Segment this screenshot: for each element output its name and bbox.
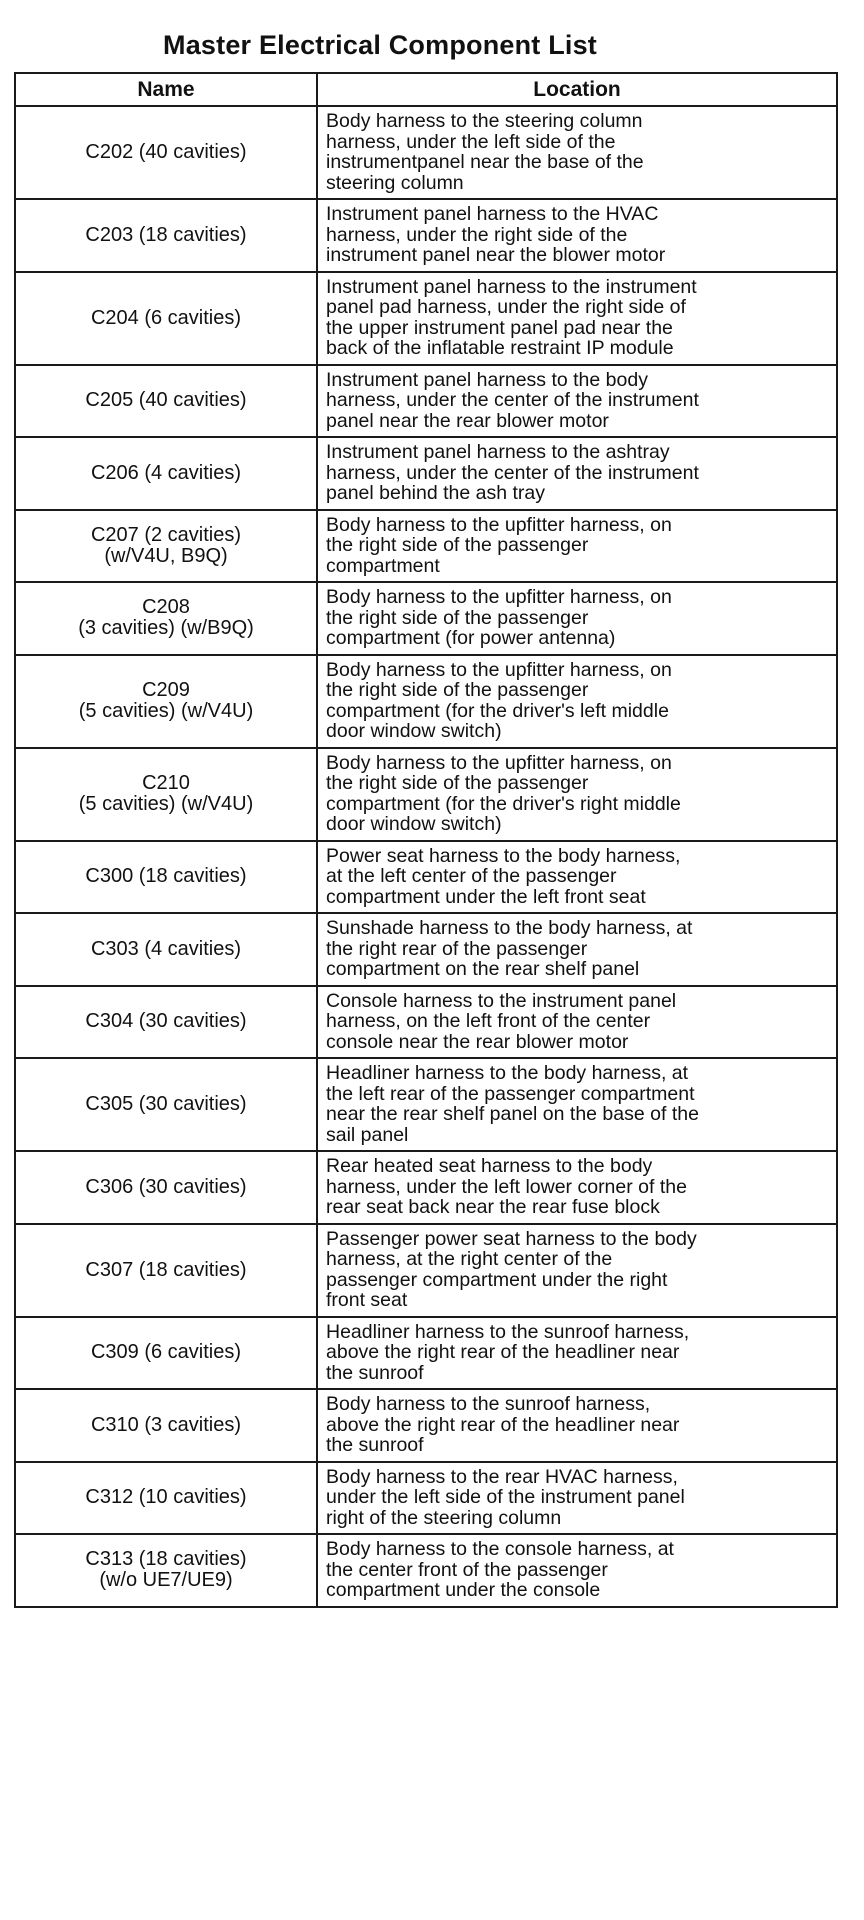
component-location-line: Body harness to the sunroof harness, bbox=[326, 1393, 651, 1415]
component-name-line: C312 (10 cavities) bbox=[85, 1486, 247, 1509]
component-location-line: near the rear shelf panel on the base of the bbox=[326, 1103, 699, 1125]
table-row bbox=[15, 437, 837, 510]
component-location-line: compartment (for power antenna) bbox=[326, 627, 616, 649]
component-location-line: door window switch) bbox=[326, 813, 502, 835]
component-name-cell bbox=[15, 1462, 317, 1535]
component-location-line: Sunshade harness to the body harness, at bbox=[326, 917, 693, 939]
component-location-cell bbox=[317, 1317, 837, 1390]
component-location-cell bbox=[317, 1151, 837, 1224]
component-location-cell bbox=[317, 437, 837, 510]
component-location-cell bbox=[317, 365, 837, 438]
column-header-name: Name bbox=[15, 73, 317, 106]
component-name-line: C305 (30 cavities) bbox=[85, 1093, 247, 1115]
component-location-line: Headliner harness to the body harness, at bbox=[326, 1062, 689, 1084]
component-location-line: panel behind the ash tray bbox=[326, 482, 545, 504]
component-location-cell bbox=[317, 199, 837, 272]
component-name-line: C309 (6 cavities) bbox=[90, 1341, 242, 1364]
component-name-line: C208 bbox=[142, 596, 190, 619]
component-name-cell bbox=[15, 748, 317, 841]
component-location-line: above the right rear of the headliner near bbox=[326, 1413, 680, 1436]
component-name-cell bbox=[15, 106, 317, 199]
component-location-line: passenger compartment under the right bbox=[326, 1268, 668, 1291]
component-name-line: C203 (18 cavities) bbox=[85, 223, 247, 246]
component-location-line: Body harness to the upfitter harness, on bbox=[326, 751, 672, 774]
component-location-line: the right side of the passenger bbox=[326, 534, 589, 556]
component-name-cell bbox=[15, 841, 317, 914]
component-location-cell bbox=[317, 272, 837, 365]
component-location-line: back of the inflatable restraint IP module bbox=[326, 337, 674, 359]
component-location-line: the sunroof bbox=[326, 1361, 424, 1384]
component-location-line: Rear heated seat harness to the body bbox=[326, 1155, 653, 1177]
component-location-cell bbox=[317, 1058, 837, 1151]
table-row bbox=[15, 510, 837, 583]
component-name-line: C304 (30 cavities) bbox=[85, 1010, 247, 1033]
component-location-line: Power seat harness to the body harness, bbox=[326, 844, 681, 867]
component-name-line: (w/V4U, B9Q) bbox=[104, 544, 228, 567]
component-name-line: C202 (40 cavities) bbox=[85, 141, 247, 163]
component-location-line: compartment bbox=[326, 554, 440, 577]
component-location-cell bbox=[317, 655, 837, 748]
component-name-line: C306 (30 cavities) bbox=[85, 1175, 247, 1198]
component-location-line: the upper instrument panel pad near the bbox=[326, 316, 673, 339]
component-location-line: at the left center of the passenger bbox=[326, 865, 617, 887]
component-location-line: the left rear of the passenger compartment bbox=[326, 1082, 695, 1105]
component-name-cell bbox=[15, 1058, 317, 1151]
component-location-line: under the left side of the instrument panel bbox=[326, 1486, 685, 1508]
header-row bbox=[15, 73, 837, 106]
table-row bbox=[15, 913, 837, 986]
component-table bbox=[14, 72, 838, 1608]
component-location-cell bbox=[317, 106, 837, 199]
component-location-cell bbox=[317, 1224, 837, 1317]
component-location-line: compartment (for the driver's right middle bbox=[326, 792, 681, 815]
component-location-line: instrument panel near the blower motor bbox=[326, 244, 666, 266]
component-location-line: harness, on the left front of the center bbox=[326, 1010, 651, 1032]
component-name-cell bbox=[15, 1389, 317, 1462]
table-row bbox=[15, 272, 837, 365]
component-name-line: (5 cavities) (w/V4U) bbox=[78, 793, 254, 815]
component-name-line: C207 (2 cavities) bbox=[90, 523, 242, 546]
component-location-line: Instrument panel harness to the instrument bbox=[326, 275, 697, 298]
component-location-line: steering column bbox=[326, 171, 464, 194]
table-row bbox=[15, 1462, 837, 1535]
component-name-cell bbox=[15, 199, 317, 272]
component-location-line: compartment under the left front seat bbox=[326, 885, 646, 908]
table-row bbox=[15, 1389, 837, 1462]
component-location-line: door window switch) bbox=[326, 720, 502, 742]
component-location-line: Body harness to the upfitter harness, on bbox=[326, 513, 672, 536]
component-location-line: Body harness to the console harness, at bbox=[326, 1538, 674, 1560]
component-name-line: C313 (18 cavities) bbox=[85, 1548, 247, 1571]
component-location-line: the right rear of the passenger bbox=[326, 937, 588, 960]
table-row bbox=[15, 582, 837, 655]
component-location-line: Body harness to the upfitter harness, on bbox=[326, 658, 672, 681]
component-location-line: compartment on the rear shelf panel bbox=[326, 958, 640, 980]
component-location-line: Passenger power seat harness to the body bbox=[326, 1227, 697, 1250]
table-row bbox=[15, 365, 837, 438]
component-location-cell bbox=[317, 1462, 837, 1535]
table-row bbox=[15, 655, 837, 748]
component-location-line: the sunroof bbox=[326, 1434, 424, 1456]
component-name-cell bbox=[15, 510, 317, 583]
component-location-line: panel pad harness, under the right side of bbox=[326, 296, 686, 318]
component-name-line: (3 cavities) (w/B9Q) bbox=[78, 617, 254, 640]
component-name-cell bbox=[15, 986, 317, 1059]
table-body bbox=[15, 106, 837, 1607]
component-name-line: C204 (6 cavities) bbox=[90, 306, 242, 329]
component-location-line: Body harness to the upfitter harness, on bbox=[326, 586, 672, 608]
component-location-line: harness, under the left lower corner of the bbox=[326, 1175, 687, 1198]
component-location-cell bbox=[317, 510, 837, 583]
page-title: Master Electrical Component List bbox=[163, 30, 597, 60]
component-location-line: compartment under the console bbox=[326, 1579, 601, 1601]
component-location-cell bbox=[317, 986, 837, 1059]
component-location-line: harness, under the center of the instrument bbox=[326, 461, 699, 484]
component-name-cell bbox=[15, 582, 317, 655]
component-name-line: C205 (40 cavities) bbox=[85, 389, 247, 412]
component-location-line: sail panel bbox=[326, 1123, 409, 1146]
component-name-line: C209 bbox=[142, 679, 190, 701]
column-header-location: Location bbox=[317, 73, 837, 106]
table-row bbox=[15, 199, 837, 272]
component-location-line: console near the rear blower motor bbox=[326, 1030, 629, 1053]
component-location-cell bbox=[317, 1534, 837, 1607]
component-location-line: harness, under the left side of the bbox=[326, 130, 616, 153]
component-name-cell bbox=[15, 1317, 317, 1390]
component-location-line: the right side of the passenger bbox=[326, 606, 589, 629]
component-name-cell bbox=[15, 272, 317, 365]
component-name-line: C300 (18 cavities) bbox=[85, 865, 247, 888]
table-row bbox=[15, 1058, 837, 1151]
component-location-line: above the right rear of the headliner near bbox=[326, 1341, 680, 1363]
table-row bbox=[15, 986, 837, 1059]
component-location-line: instrumentpanel near the base of the bbox=[326, 151, 644, 173]
component-location-line: the center front of the passenger bbox=[326, 1558, 608, 1581]
table-row bbox=[15, 106, 837, 199]
component-location-line: the right side of the passenger bbox=[326, 679, 589, 701]
component-location-line: the right side of the passenger bbox=[326, 772, 589, 794]
component-location-line: Body harness to the rear HVAC harness, bbox=[326, 1465, 678, 1488]
component-name-cell bbox=[15, 655, 317, 748]
table-row bbox=[15, 748, 837, 841]
component-location-line: panel near the rear blower motor bbox=[326, 409, 609, 432]
component-location-cell bbox=[317, 582, 837, 655]
component-location-line: harness, under the center of the instrument bbox=[326, 389, 699, 411]
component-location-cell bbox=[317, 841, 837, 914]
component-location-line: Instrument panel harness to the body bbox=[326, 368, 648, 391]
component-location-line: Headliner harness to the sunroof harness, bbox=[326, 1320, 690, 1343]
component-name-cell bbox=[15, 437, 317, 510]
component-location-line: rear seat back near the rear fuse block bbox=[326, 1196, 660, 1218]
component-location-line: Body harness to the steering column bbox=[326, 110, 643, 132]
table-row bbox=[15, 1151, 837, 1224]
component-name-cell bbox=[15, 1534, 317, 1607]
component-location-line: harness, under the right side of the bbox=[326, 223, 628, 246]
component-name-line: C307 (18 cavities) bbox=[85, 1258, 247, 1281]
table-row bbox=[15, 1224, 837, 1317]
component-location-line: harness, at the right center of the bbox=[326, 1248, 613, 1270]
component-location-line: right of the steering column bbox=[326, 1506, 562, 1529]
component-name-cell bbox=[15, 1151, 317, 1224]
component-name-cell bbox=[15, 1224, 317, 1317]
table-row bbox=[15, 1317, 837, 1390]
component-name-line: C206 (4 cavities) bbox=[90, 461, 242, 484]
component-name-cell bbox=[15, 365, 317, 438]
component-location-line: Console harness to the instrument panel bbox=[326, 989, 677, 1012]
component-name-line: C310 (3 cavities) bbox=[90, 1413, 242, 1436]
component-name-line: C303 (4 cavities) bbox=[90, 937, 242, 960]
component-location-cell bbox=[317, 1389, 837, 1462]
component-location-cell bbox=[317, 748, 837, 841]
table-row bbox=[15, 1534, 837, 1607]
table-row bbox=[15, 841, 837, 914]
component-name-line: C210 bbox=[142, 772, 190, 794]
component-location-line: Instrument panel harness to the HVAC bbox=[326, 203, 659, 225]
component-location-cell bbox=[317, 913, 837, 986]
component-name-line: (5 cavities) (w/V4U) bbox=[78, 700, 254, 722]
component-location-line: Instrument panel harness to the ashtray bbox=[326, 441, 670, 463]
component-location-line: front seat bbox=[326, 1289, 408, 1311]
component-name-cell bbox=[15, 913, 317, 986]
component-name-line: (w/o UE7/UE9) bbox=[99, 1569, 233, 1592]
component-location-line: compartment (for the driver's left middle bbox=[326, 699, 669, 722]
